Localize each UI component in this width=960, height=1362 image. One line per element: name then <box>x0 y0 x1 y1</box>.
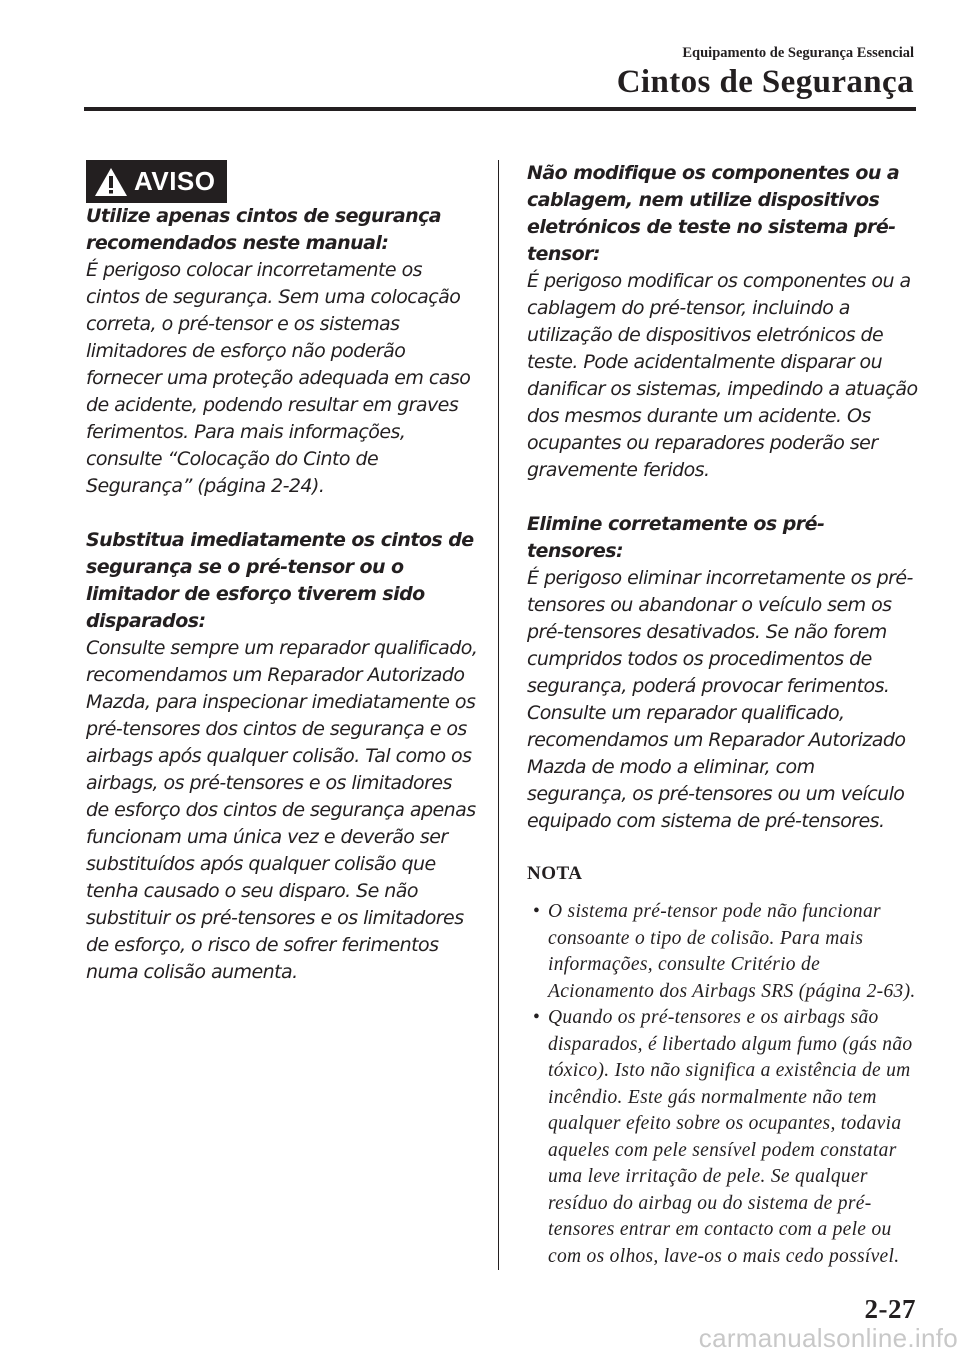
warning-block <box>527 511 919 835</box>
bullet-icon: • <box>533 901 541 922</box>
warning-triangle-icon <box>94 167 128 197</box>
warning-heading: Substitua imediatamente os cintos de segurança se o pré-tensor ou o limitador de esforço tiverem sido disparados: <box>86 529 474 632</box>
page-number: 2-27 <box>864 1294 916 1324</box>
watermark: carmanualsonline.info <box>698 1323 958 1353</box>
warning-body: É perigoso colocar incorretamente os cintos de segurança. Sem uma colocação correta, o pré-tensor e os sistemas limitadores de esforço não poderão fornecer uma proteção adequada em caso de acidente, podendo resultar em graves ferimentos. Para mais informações, consulte “Colocação do Cinto de Segurança” (página 2-24). <box>86 259 471 497</box>
warning-heading: Utilize apenas cintos de segurança recomendados neste manual: <box>86 205 442 254</box>
note-title: NOTA <box>527 863 583 884</box>
warning-block <box>86 203 478 500</box>
warning-badge <box>86 160 227 203</box>
warning-block <box>86 527 478 986</box>
bullet-icon: • <box>533 1007 541 1028</box>
note-item-text: O sistema pré-tensor pode não funcionar consoante o tipo de colisão. Para mais informações, consulte Critério de Acionamento dos Airbags SRS (página 2-63). <box>548 901 916 1002</box>
page-header <box>617 44 914 101</box>
column-divider <box>498 160 499 1270</box>
warning-heading: Não modifique os componentes ou a cablagem, nem utilize dispositivos eletrónicos de teste no sistema pré-tensor: <box>527 162 900 265</box>
note-item-text: Quando os pré-tensores e os airbags são disparados, é libertado algum fumo (gás não tóxico). Isto não significa a existência de um incêndio. Este gás normalmente não tem qualquer efeito sobre os ocupantes, todavia aqueles com pele sensível podem constatar uma leve irritação de pele. Se qualquer resíduo do airbag ou do sistema de pré-tensores entrar em contacto com a pele ou com os olhos, lave-os o mais cedo possível. <box>548 1007 913 1267</box>
note-item <box>527 1005 919 1270</box>
warning-body: Consulte sempre um reparador qualificado, recomendamos um Reparador Autorizado Mazda, para inspecionar imediatamente os pré-tensores dos cintos de segurança e os airbags após qualquer colisão. Tal como os airbags, os pré-tensores e os limitadores de esforço dos cintos de segurança apenas funcionam uma única vez e deverão ser substituídos após qualquer colisão que tenha causado o seu disparo. Se não substituir os pré-tensores e os limitadores de esforço, o risco de sofrer ferimentos numa colisão aumenta. <box>86 637 478 983</box>
right-column <box>527 160 919 1270</box>
section-title: Equipamento de Segurança Essencial <box>682 45 914 61</box>
warning-heading: Elimine corretamente os pré-tensores: <box>527 513 825 562</box>
note-item <box>527 899 919 1005</box>
warning-block <box>527 160 919 484</box>
page-title: Cintos de Segurança <box>616 64 914 100</box>
left-column <box>86 160 478 986</box>
warning-body: É perigoso eliminar incorretamente os pré-tensores ou abandonar o veículo sem os pré-tensores desativados. Se não forem cumpridos todos os procedimentos de segurança, poderá provocar ferimentos. Consulte um reparador qualificado, recomendamos um Reparador Autorizado Mazda de modo a eliminar, com segurança, os pré-tensores ou um veículo equipado com sistema de pré-tensores. <box>527 567 913 832</box>
warning-label: AVISO <box>134 166 216 196</box>
warning-body: É perigoso modificar os componentes ou a cablagem do pré-tensor, incluindo a utilização de dispositivos eletrónicos de teste. Pode acidentalmente disparar ou danificar os sistemas, impedindo a atuação dos mesmos durante um acidente. Os ocupantes ou reparadores poderão ser gravemente feridos. <box>527 270 918 481</box>
header-divider <box>84 107 916 111</box>
note-list <box>527 899 919 1270</box>
